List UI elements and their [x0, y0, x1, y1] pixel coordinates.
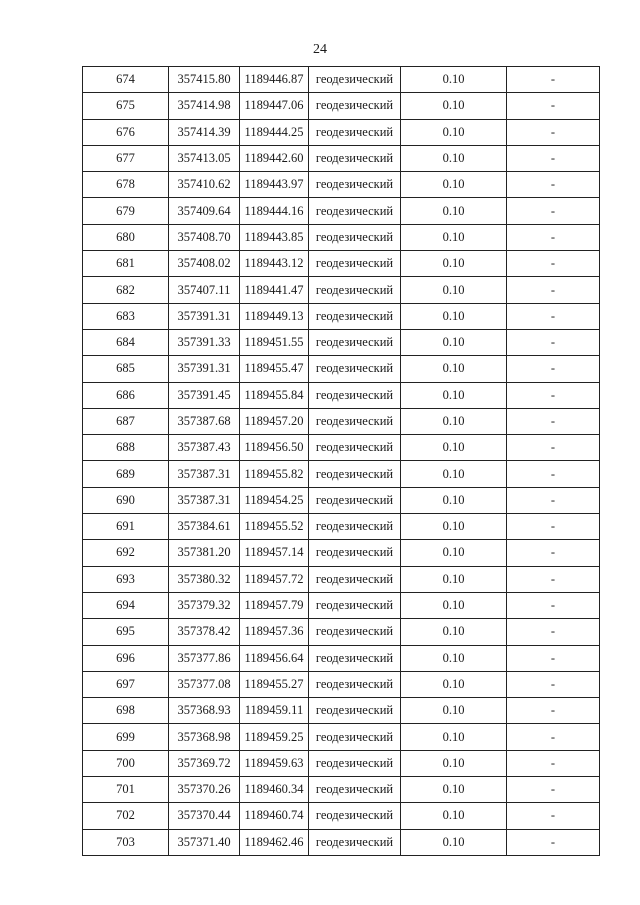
y-coordinate-cell: 1189443.85	[240, 224, 309, 250]
point-number-cell: 701	[83, 777, 169, 803]
table-row	[83, 724, 600, 750]
note-cell: -	[507, 829, 600, 855]
table-row	[83, 329, 600, 355]
note-cell: -	[507, 777, 600, 803]
note-cell: -	[507, 198, 600, 224]
accuracy-cell: 0.10	[401, 198, 507, 224]
point-number-cell: 695	[83, 619, 169, 645]
method-cell: геодезический	[309, 671, 401, 697]
x-coordinate-cell: 357408.70	[169, 224, 240, 250]
x-coordinate-cell: 357391.31	[169, 356, 240, 382]
point-number-cell: 696	[83, 645, 169, 671]
table-row	[83, 487, 600, 513]
table-row	[83, 119, 600, 145]
accuracy-cell: 0.10	[401, 540, 507, 566]
table-row	[83, 514, 600, 540]
x-coordinate-cell: 357407.11	[169, 277, 240, 303]
x-coordinate-cell: 357408.02	[169, 251, 240, 277]
x-coordinate-cell: 357387.31	[169, 487, 240, 513]
accuracy-cell: 0.10	[401, 487, 507, 513]
x-coordinate-cell: 357384.61	[169, 514, 240, 540]
accuracy-cell: 0.10	[401, 408, 507, 434]
x-coordinate-cell: 357413.05	[169, 145, 240, 171]
y-coordinate-cell: 1189447.06	[240, 93, 309, 119]
y-coordinate-cell: 1189449.13	[240, 303, 309, 329]
coordinates-table	[82, 66, 600, 856]
x-coordinate-cell: 357414.39	[169, 119, 240, 145]
point-number-cell: 678	[83, 172, 169, 198]
note-cell: -	[507, 329, 600, 355]
method-cell: геодезический	[309, 777, 401, 803]
x-coordinate-cell: 357409.64	[169, 198, 240, 224]
table-row	[83, 224, 600, 250]
accuracy-cell: 0.10	[401, 329, 507, 355]
point-number-cell: 698	[83, 698, 169, 724]
table-row	[83, 671, 600, 697]
accuracy-cell: 0.10	[401, 777, 507, 803]
accuracy-cell: 0.10	[401, 435, 507, 461]
method-cell: геодезический	[309, 514, 401, 540]
accuracy-cell: 0.10	[401, 461, 507, 487]
accuracy-cell: 0.10	[401, 93, 507, 119]
method-cell: геодезический	[309, 750, 401, 776]
note-cell: -	[507, 145, 600, 171]
note-cell: -	[507, 303, 600, 329]
method-cell: геодезический	[309, 172, 401, 198]
point-number-cell: 685	[83, 356, 169, 382]
x-coordinate-cell: 357371.40	[169, 829, 240, 855]
y-coordinate-cell: 1189455.27	[240, 671, 309, 697]
table-row	[83, 777, 600, 803]
table-row	[83, 382, 600, 408]
table-row	[83, 566, 600, 592]
y-coordinate-cell: 1189457.20	[240, 408, 309, 434]
point-number-cell: 702	[83, 803, 169, 829]
method-cell: геодезический	[309, 645, 401, 671]
method-cell: геодезический	[309, 461, 401, 487]
x-coordinate-cell: 357378.42	[169, 619, 240, 645]
note-cell: -	[507, 514, 600, 540]
point-number-cell: 679	[83, 198, 169, 224]
x-coordinate-cell: 357380.32	[169, 566, 240, 592]
accuracy-cell: 0.10	[401, 645, 507, 671]
page-number: 24	[313, 42, 327, 57]
note-cell: -	[507, 645, 600, 671]
x-coordinate-cell: 357414.98	[169, 93, 240, 119]
point-number-cell: 675	[83, 93, 169, 119]
x-coordinate-cell: 357377.86	[169, 645, 240, 671]
point-number-cell: 691	[83, 514, 169, 540]
y-coordinate-cell: 1189456.64	[240, 645, 309, 671]
note-cell: -	[507, 803, 600, 829]
y-coordinate-cell: 1189444.16	[240, 198, 309, 224]
method-cell: геодезический	[309, 540, 401, 566]
accuracy-cell: 0.10	[401, 803, 507, 829]
table-row	[83, 592, 600, 618]
accuracy-cell: 0.10	[401, 829, 507, 855]
y-coordinate-cell: 1189446.87	[240, 67, 309, 93]
note-cell: -	[507, 461, 600, 487]
table-row	[83, 198, 600, 224]
method-cell: геодезический	[309, 803, 401, 829]
note-cell: -	[507, 382, 600, 408]
method-cell: геодезический	[309, 119, 401, 145]
method-cell: геодезический	[309, 619, 401, 645]
table-row	[83, 408, 600, 434]
method-cell: геодезический	[309, 356, 401, 382]
point-number-cell: 700	[83, 750, 169, 776]
y-coordinate-cell: 1189441.47	[240, 277, 309, 303]
point-number-cell: 688	[83, 435, 169, 461]
accuracy-cell: 0.10	[401, 592, 507, 618]
note-cell: -	[507, 671, 600, 697]
table-row	[83, 145, 600, 171]
x-coordinate-cell: 357410.62	[169, 172, 240, 198]
table-row	[83, 698, 600, 724]
accuracy-cell: 0.10	[401, 356, 507, 382]
accuracy-cell: 0.10	[401, 750, 507, 776]
x-coordinate-cell: 357391.31	[169, 303, 240, 329]
accuracy-cell: 0.10	[401, 382, 507, 408]
note-cell: -	[507, 67, 600, 93]
method-cell: геодезический	[309, 277, 401, 303]
table-row	[83, 750, 600, 776]
x-coordinate-cell: 357391.33	[169, 329, 240, 355]
point-number-cell: 684	[83, 329, 169, 355]
y-coordinate-cell: 1189455.82	[240, 461, 309, 487]
method-cell: геодезический	[309, 145, 401, 171]
y-coordinate-cell: 1189460.34	[240, 777, 309, 803]
method-cell: геодезический	[309, 592, 401, 618]
x-coordinate-cell: 357381.20	[169, 540, 240, 566]
table-row	[83, 356, 600, 382]
y-coordinate-cell: 1189457.36	[240, 619, 309, 645]
accuracy-cell: 0.10	[401, 303, 507, 329]
y-coordinate-cell: 1189462.46	[240, 829, 309, 855]
x-coordinate-cell: 357387.43	[169, 435, 240, 461]
accuracy-cell: 0.10	[401, 514, 507, 540]
point-number-cell: 690	[83, 487, 169, 513]
table-row	[83, 435, 600, 461]
x-coordinate-cell: 357387.68	[169, 408, 240, 434]
accuracy-cell: 0.10	[401, 145, 507, 171]
point-number-cell: 687	[83, 408, 169, 434]
accuracy-cell: 0.10	[401, 698, 507, 724]
table-row	[83, 540, 600, 566]
note-cell: -	[507, 698, 600, 724]
point-number-cell: 693	[83, 566, 169, 592]
point-number-cell: 692	[83, 540, 169, 566]
coordinates-table-body	[83, 67, 600, 856]
point-number-cell: 676	[83, 119, 169, 145]
note-cell: -	[507, 408, 600, 434]
method-cell: геодезический	[309, 303, 401, 329]
y-coordinate-cell: 1189457.14	[240, 540, 309, 566]
note-cell: -	[507, 750, 600, 776]
x-coordinate-cell: 357369.72	[169, 750, 240, 776]
x-coordinate-cell: 357370.44	[169, 803, 240, 829]
accuracy-cell: 0.10	[401, 224, 507, 250]
accuracy-cell: 0.10	[401, 619, 507, 645]
point-number-cell: 677	[83, 145, 169, 171]
point-number-cell: 681	[83, 251, 169, 277]
y-coordinate-cell: 1189459.11	[240, 698, 309, 724]
note-cell: -	[507, 277, 600, 303]
y-coordinate-cell: 1189455.84	[240, 382, 309, 408]
method-cell: геодезический	[309, 829, 401, 855]
table-row	[83, 619, 600, 645]
note-cell: -	[507, 540, 600, 566]
x-coordinate-cell: 357379.32	[169, 592, 240, 618]
table-row	[83, 461, 600, 487]
y-coordinate-cell: 1189455.52	[240, 514, 309, 540]
y-coordinate-cell: 1189442.60	[240, 145, 309, 171]
method-cell: геодезический	[309, 435, 401, 461]
x-coordinate-cell: 357415.80	[169, 67, 240, 93]
method-cell: геодезический	[309, 198, 401, 224]
y-coordinate-cell: 1189451.55	[240, 329, 309, 355]
y-coordinate-cell: 1189455.47	[240, 356, 309, 382]
y-coordinate-cell: 1189460.74	[240, 803, 309, 829]
point-number-cell: 682	[83, 277, 169, 303]
point-number-cell: 699	[83, 724, 169, 750]
accuracy-cell: 0.10	[401, 251, 507, 277]
note-cell: -	[507, 356, 600, 382]
y-coordinate-cell: 1189457.79	[240, 592, 309, 618]
y-coordinate-cell: 1189443.97	[240, 172, 309, 198]
method-cell: геодезический	[309, 224, 401, 250]
note-cell: -	[507, 435, 600, 461]
note-cell: -	[507, 251, 600, 277]
accuracy-cell: 0.10	[401, 172, 507, 198]
point-number-cell: 686	[83, 382, 169, 408]
note-cell: -	[507, 172, 600, 198]
method-cell: геодезический	[309, 566, 401, 592]
method-cell: геодезический	[309, 251, 401, 277]
accuracy-cell: 0.10	[401, 671, 507, 697]
y-coordinate-cell: 1189454.25	[240, 487, 309, 513]
method-cell: геодезический	[309, 329, 401, 355]
note-cell: -	[507, 119, 600, 145]
table-row	[83, 172, 600, 198]
x-coordinate-cell: 357368.93	[169, 698, 240, 724]
note-cell: -	[507, 566, 600, 592]
point-number-cell: 674	[83, 67, 169, 93]
x-coordinate-cell: 357391.45	[169, 382, 240, 408]
point-number-cell: 689	[83, 461, 169, 487]
note-cell: -	[507, 224, 600, 250]
table-row	[83, 829, 600, 855]
point-number-cell: 680	[83, 224, 169, 250]
accuracy-cell: 0.10	[401, 566, 507, 592]
point-number-cell: 697	[83, 671, 169, 697]
accuracy-cell: 0.10	[401, 724, 507, 750]
method-cell: геодезический	[309, 724, 401, 750]
method-cell: геодезический	[309, 408, 401, 434]
x-coordinate-cell: 357377.08	[169, 671, 240, 697]
y-coordinate-cell: 1189459.25	[240, 724, 309, 750]
method-cell: геодезический	[309, 487, 401, 513]
table-row	[83, 645, 600, 671]
x-coordinate-cell: 357370.26	[169, 777, 240, 803]
y-coordinate-cell: 1189457.72	[240, 566, 309, 592]
y-coordinate-cell: 1189456.50	[240, 435, 309, 461]
note-cell: -	[507, 93, 600, 119]
method-cell: геодезический	[309, 382, 401, 408]
note-cell: -	[507, 487, 600, 513]
x-coordinate-cell: 357387.31	[169, 461, 240, 487]
method-cell: геодезический	[309, 93, 401, 119]
note-cell: -	[507, 592, 600, 618]
x-coordinate-cell: 357368.98	[169, 724, 240, 750]
note-cell: -	[507, 619, 600, 645]
point-number-cell: 694	[83, 592, 169, 618]
note-cell: -	[507, 724, 600, 750]
table-row	[83, 67, 600, 93]
table-row	[83, 93, 600, 119]
table-row	[83, 803, 600, 829]
y-coordinate-cell: 1189443.12	[240, 251, 309, 277]
point-number-cell: 683	[83, 303, 169, 329]
y-coordinate-cell: 1189444.25	[240, 119, 309, 145]
point-number-cell: 703	[83, 829, 169, 855]
method-cell: геодезический	[309, 67, 401, 93]
accuracy-cell: 0.10	[401, 119, 507, 145]
table-row	[83, 251, 600, 277]
accuracy-cell: 0.10	[401, 277, 507, 303]
method-cell: геодезический	[309, 698, 401, 724]
table-row	[83, 303, 600, 329]
accuracy-cell: 0.10	[401, 67, 507, 93]
y-coordinate-cell: 1189459.63	[240, 750, 309, 776]
table-row	[83, 277, 600, 303]
